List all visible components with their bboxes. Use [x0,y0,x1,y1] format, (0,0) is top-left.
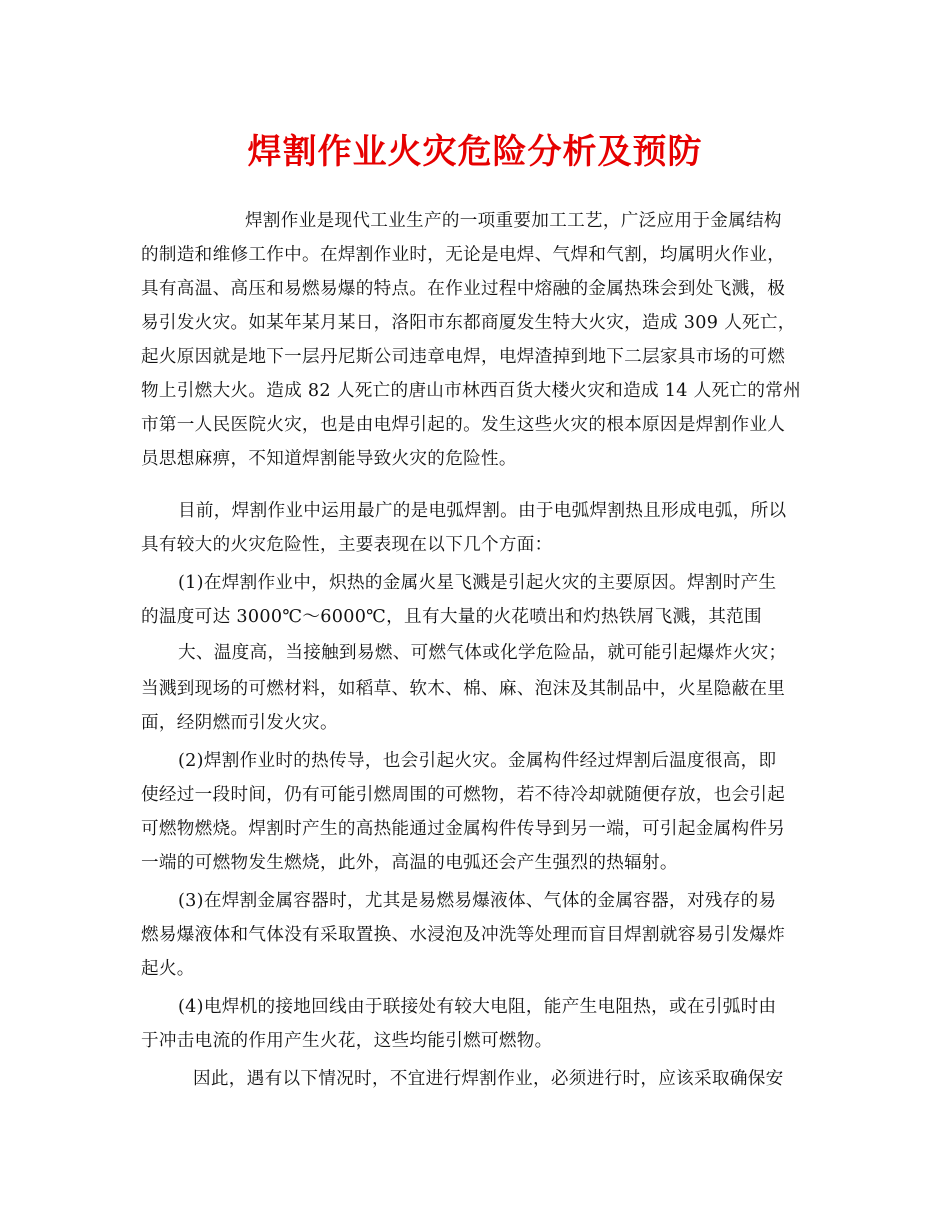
text-line: 起火。 [141,959,195,979]
text-line: 因此，遇有以下情况时，不宜进行焊割作业，必须进行时，应该采取确保安 [193,1069,784,1089]
text-line: (1)在焊割作业中，炽热的金属火星飞溅是引起火灾的主要原因。焊割时产生 [178,573,777,593]
text-line: 燃易爆液体和气体没有采取置换、水浸泡及冲洗等处理而盲目焊割就容易引发爆炸 [141,925,786,945]
text-line: 具有较大的火灾危险性，主要表现在以下几个方面： [141,535,553,555]
text-line: 易引发火灾。如某年某月某日，洛阳市东都商厦发生特大火灾，造成 309 人死亡， [141,313,796,333]
text-line: 的制造和维修工作中。在焊割作业时，无论是电焊、气焊和气割，均属明火作业， [141,245,786,265]
text-line: 员思想麻痹，不知道焊割能导致火灾的危险性。 [141,449,517,469]
text-line: 当溅到现场的可燃材料，如稻草、软木、棉、麻、泡沫及其制品中，火星隐蔽在里 [141,679,786,699]
text-line: 的温度可达 3000℃～6000℃，且有大量的火花喷出和灼热铁屑飞溅，其范围 [141,607,762,627]
text-line: 于冲击电流的作用产生火花，这些均能引燃可燃物。 [141,1031,553,1051]
text-line: 目前，焊割作业中运用最广的是电弧焊割。由于电弧焊割热且形成电弧，所以 [178,501,787,521]
text-line: 起火原因就是地下一层丹尼斯公司违章电焊，电焊渣掉到地下二层家具市场的可燃 [141,347,786,367]
text-line: (4)电焊机的接地回线由于联接处有较大电阻，能产生电阻热，或在引弧时由 [178,997,777,1017]
text-line: 市第一人民医院火灾，也是由电焊引起的。发生这些火灾的根本原因是焊割作业人 [141,415,786,435]
text-line: 具有高温、高压和易燃易爆的特点。在作业过程中熔融的金属热珠会到处飞溅，极 [141,279,786,299]
text-line: (3)在焊割金属容器时，尤其是易燃易爆液体、气体的金属容器，对残存的易 [178,891,777,911]
text-line: 一端的可燃物发生燃烧，此外，高温的电弧还会产生强烈的热辐射。 [141,853,678,873]
text-line: 使经过一段时间，仍有可能引燃周围的可燃物，若不待冷却就随便存放，也会引起 [141,785,786,805]
document-title: 焊割作业火灾危险分析及预防 [247,132,703,172]
text-line: 面，经阴燃而引发火灾。 [141,713,338,733]
text-line: 焊割作业是现代工业生产的一项重要加工工艺，广泛应用于金属结构 [245,211,782,231]
text-line: 大、温度高，当接触到易燃、可燃气体或化学危险品，就可能引起爆炸火灾； [178,643,787,663]
text-line: 物上引燃大火。造成 82 人死亡的唐山市林西百货大楼火灾和造成 14 人死亡的常州 [141,381,802,401]
text-line: (2)焊割作业时的热传导，也会引起火灾。金属构件经过焊割后温度很高，即 [178,751,777,771]
text-line: 可燃物燃烧。焊割时产生的高热能通过金属构件传导到另一端，可引起金属构件另 [141,819,786,839]
